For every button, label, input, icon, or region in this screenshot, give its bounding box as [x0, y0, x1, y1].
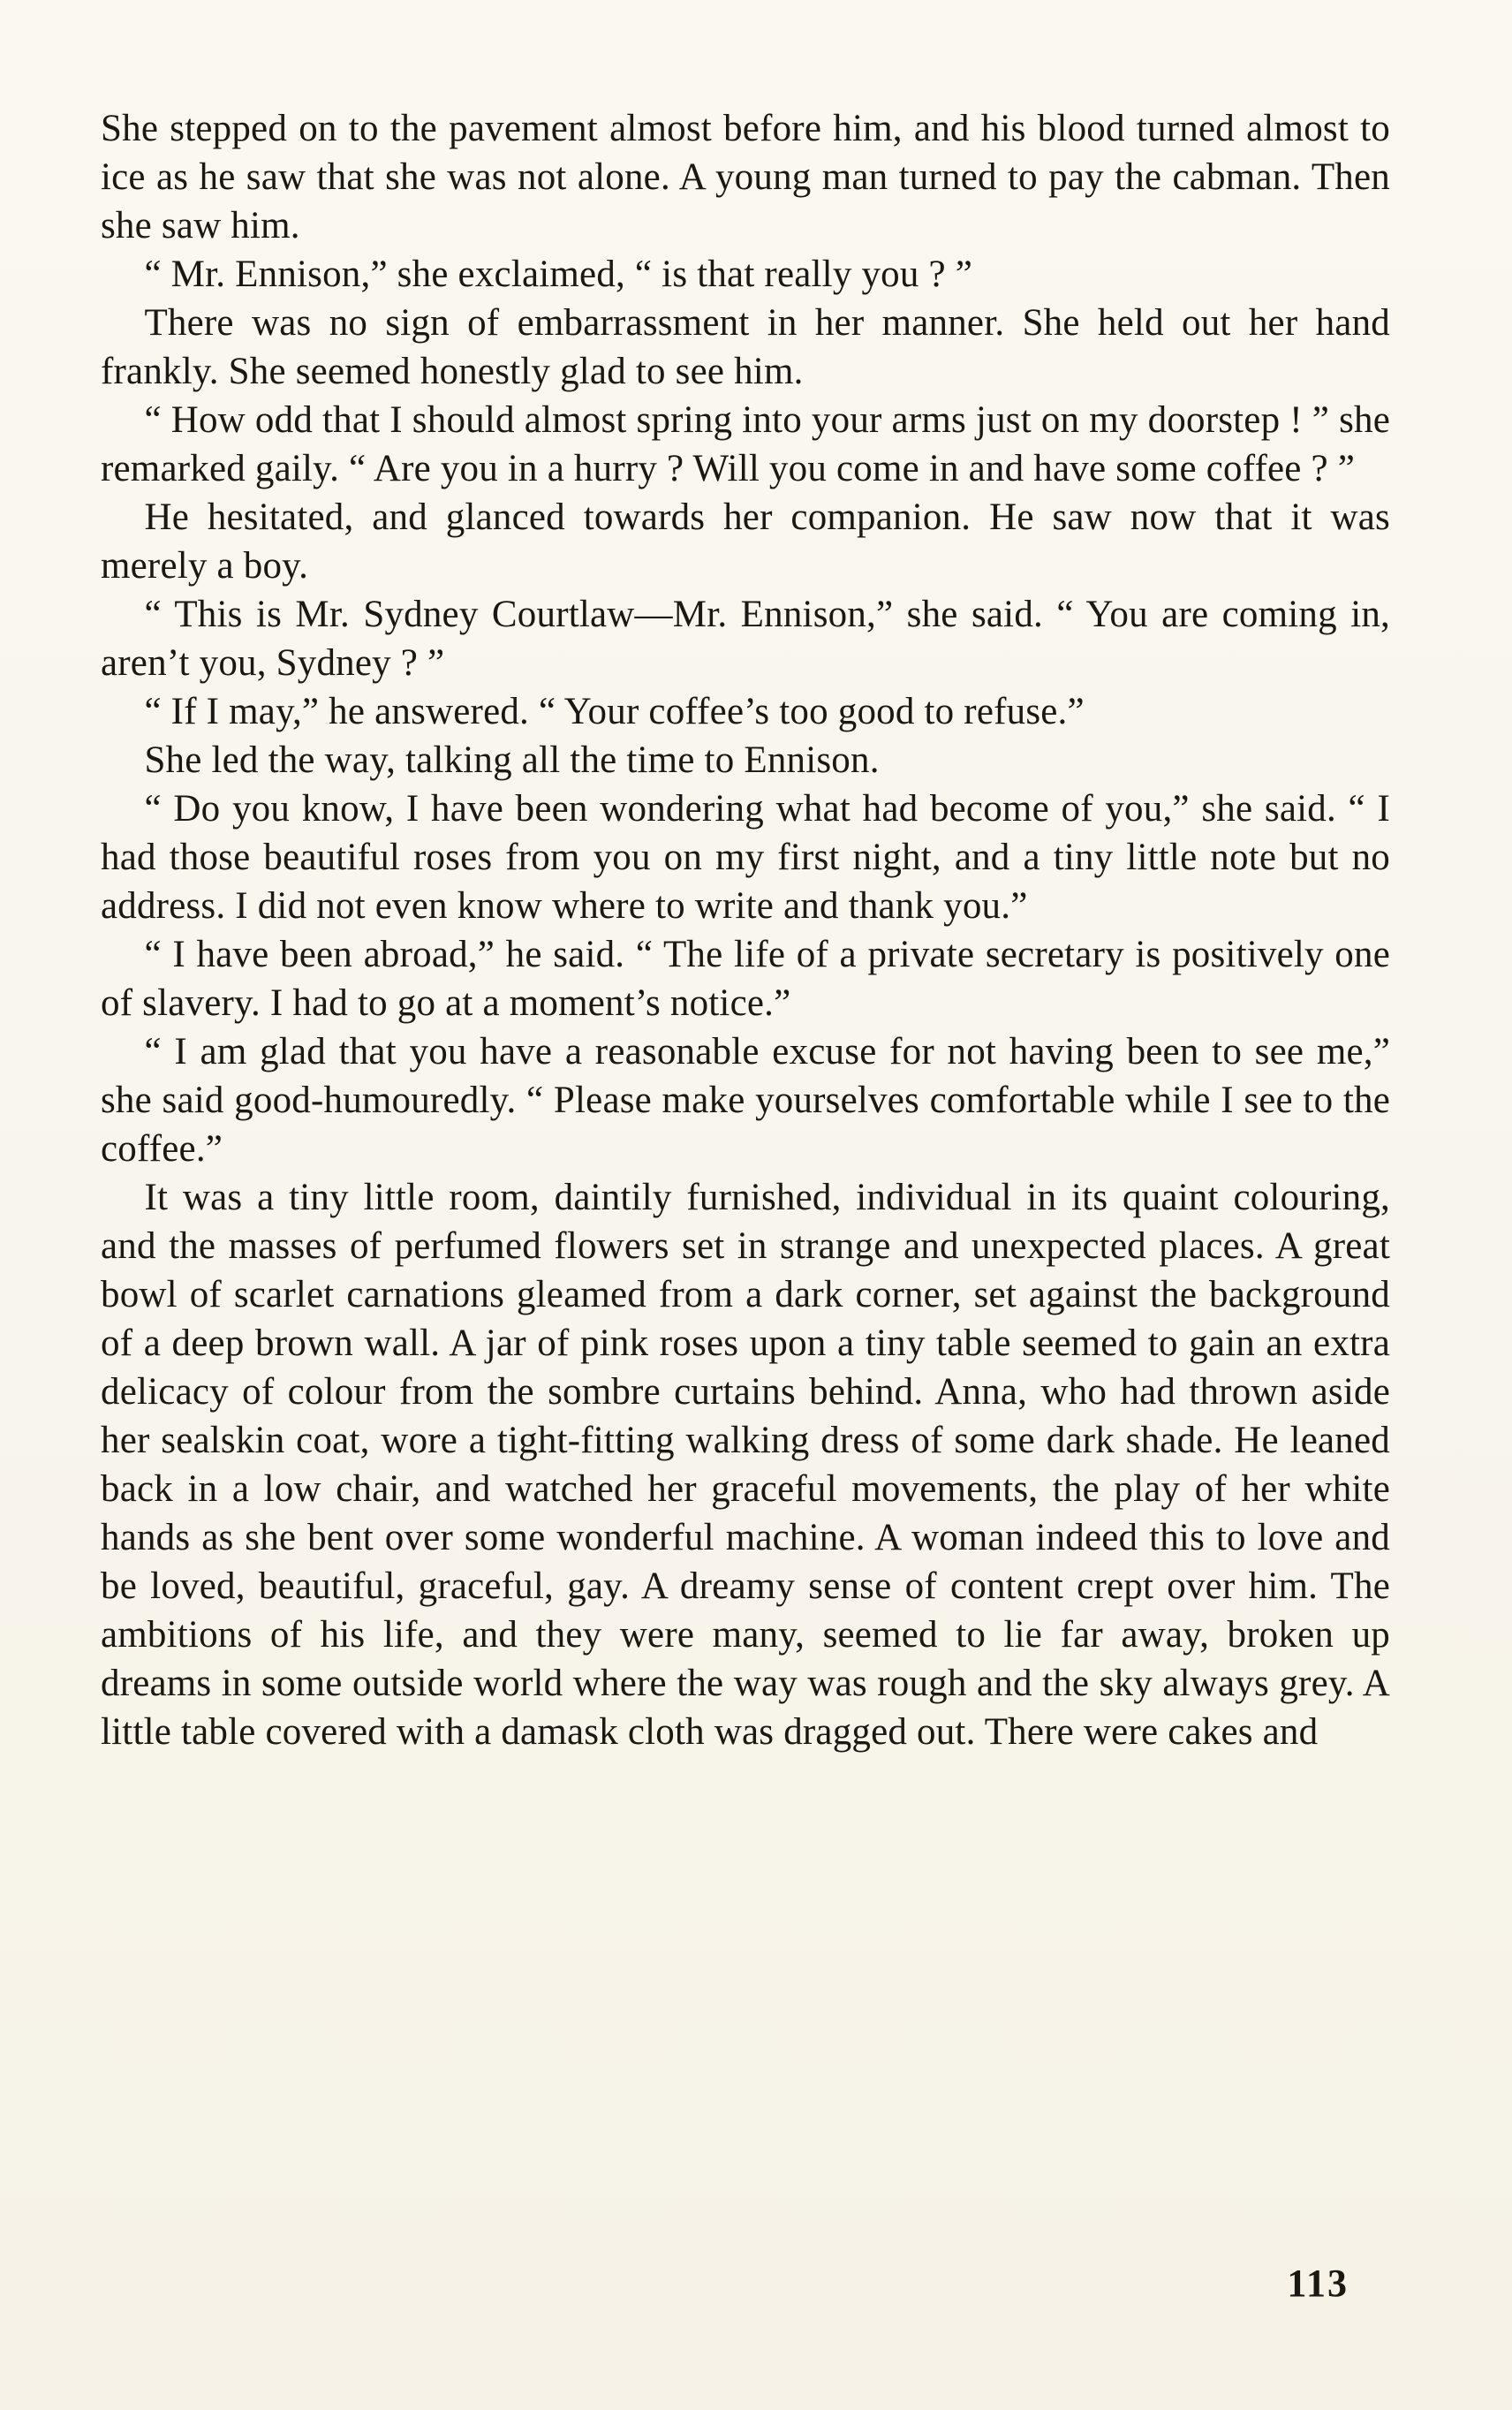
- paragraph: She stepped on to the pavement almost before him, and his blood turned almost to ice as he saw that she was not alone. A young man turned to pay the cabman. Then she saw him.: [101, 108, 1390, 246]
- paragraph: “ Mr. Ennison,” she exclaimed, “ is that really you ? ”: [144, 254, 973, 295]
- page-number: 113: [1287, 2262, 1349, 2305]
- paragraph: She led the way, talking all the time to Ennison.: [144, 739, 880, 781]
- paragraph: “ How odd that I should almost spring into your arms just on my doorstep ! ” she remarked gaily. “ Are you in a hurry ? Will you come in and have some coffee ? ”: [101, 399, 1390, 489]
- paragraph: “ Do you know, I have been wondering what had become of you,” she said. “ I had those beautiful roses from you on my first night, and a tiny little note but no address. I did not even know where to write and thank you.”: [101, 788, 1390, 927]
- paragraph: There was no sign of embarrassment in her manner. She held out her hand frankly. She seemed honestly glad to see him.: [101, 302, 1390, 392]
- paragraph: “ I have been abroad,” he said. “ The life of a private secretary is positively one of slavery. I had to go at a moment’s notice.”: [101, 934, 1390, 1024]
- paragraph: “ This is Mr. Sydney Courtlaw—Mr. Ennison,” she said. “ You are coming in, aren’t you, Sydney ? ”: [101, 594, 1390, 684]
- page-text: [101, 104, 1390, 1756]
- paragraph: He hesitated, and glanced towards her companion. He saw now that it was merely a boy.: [101, 496, 1390, 587]
- paragraph: It was a tiny little room, daintily furnished, individual in its quaint colouring, and the masses of perfumed flowers set in strange and unexpected places. A great bowl of scarlet carnations gleamed from a dark corner, set against the background of a deep brown wall. A jar of pink roses upon a tiny table seemed to gain an extra delicacy of colour from the sombre curtains behind. Anna, who had thrown aside her sealskin coat, wore a tight-fitting walking dress of some dark shade. He leaned back in a low chair, and watched her graceful movements, the play of her white hands as she bent over some wonderful machine. A woman indeed this to love and be loved, beautiful, graceful, gay. A dreamy sense of content crept over him. The ambitions of his life, and they were many, seemed to lie far away, broken up dreams in some outside world where the way was rough and the sky always grey. A little table covered with a damask cloth was dragged out. There were cakes and: [101, 1177, 1390, 1753]
- paragraph: “ If I may,” he answered. “ Your coffee’s too good to refuse.”: [144, 691, 1085, 732]
- paragraph: “ I am glad that you have a reasonable excuse for not having been to see me,” she said good-humouredly. “ Please make yourselves comfortable while I see to the coffee.”: [101, 1031, 1390, 1170]
